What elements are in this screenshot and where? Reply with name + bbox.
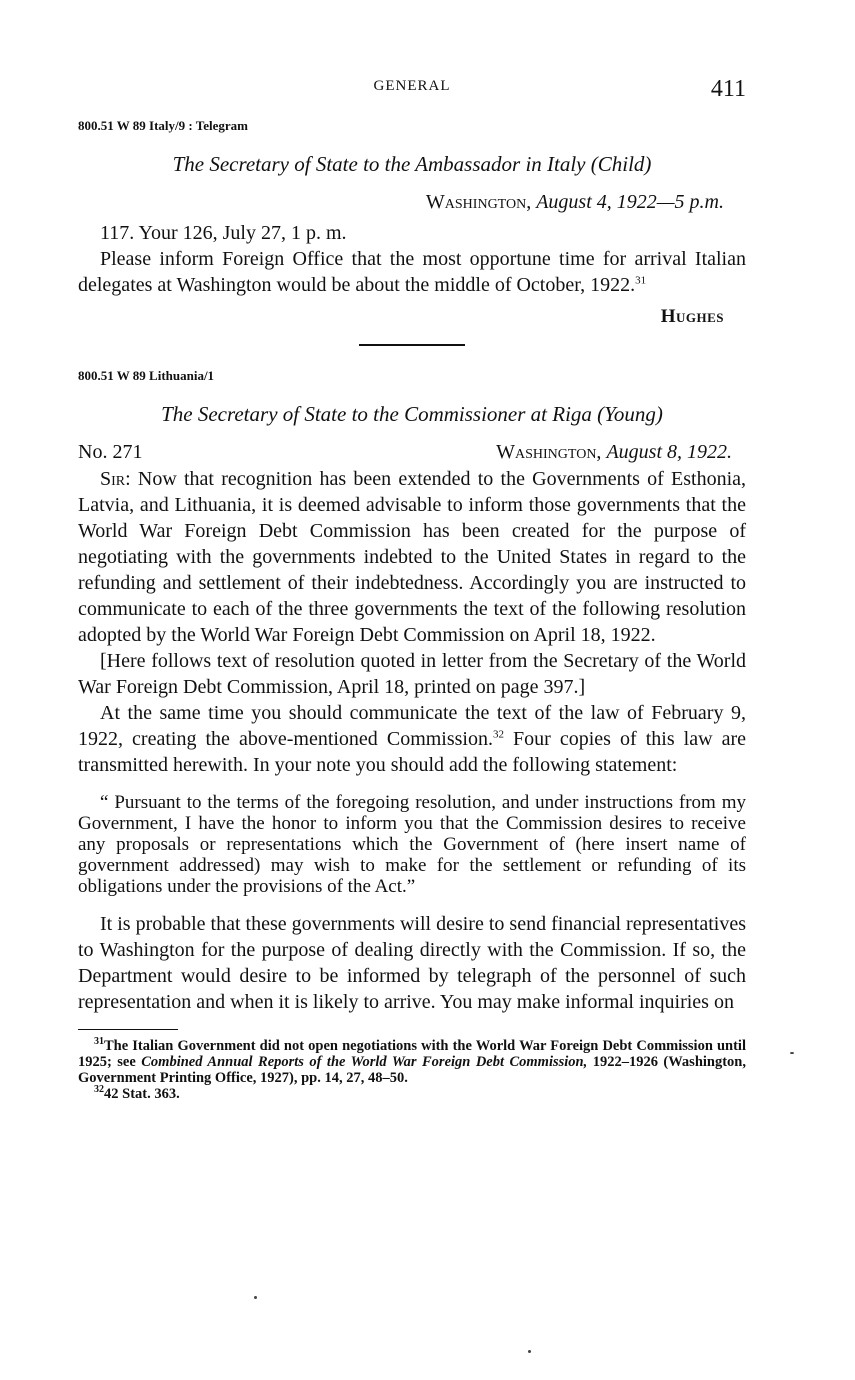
para-3-text-b: Four copies of this law are transmitted herewith. In your note you should add the following statement: (78, 728, 746, 776)
running-title: GENERAL (373, 78, 451, 94)
footnote-31-text-a: The Italian Government did not open negotiations with the World War Foreign Debt Commission until 1925; see (78, 1038, 746, 1070)
salutation: Sir (100, 468, 126, 490)
document-page (78, 70, 746, 1102)
footnote-31 (78, 1038, 746, 1086)
instruction-para-3 (78, 700, 746, 778)
instruction-number: No. 271 (78, 441, 143, 463)
section-divider (359, 344, 465, 346)
footnote-ref-31: 31 (635, 274, 647, 287)
scan-speck (790, 1052, 794, 1054)
footnote-mark: 32 (94, 1084, 104, 1096)
instruction-para-4: It is probable that these governments will desire to send financial representatives to Washington for the purpose of dealing directly with the Commission. If so, the Department would desire to be informed by telegraph of the personnel of such representation and when it is likely to arrive. You may make informal inquiries on (78, 913, 746, 1013)
footnote-mark: 31 (94, 1036, 104, 1048)
instruction-para-1 (78, 466, 746, 648)
footnote-31-title: Combined Annual Reports of the World War Foreign Debt Commission, (141, 1054, 588, 1070)
dateline-italy (78, 191, 724, 214)
dateline-place: Washington, (425, 191, 532, 213)
file-reference-italy: 800.51 W 89 Italy/9 : Telegram (78, 118, 248, 133)
scan-speck (254, 1296, 257, 1299)
footnote-32 (78, 1086, 746, 1102)
telegram-line-1: 117. Your 126, July 27, 1 p. m. (100, 222, 347, 244)
scan-speck (528, 1350, 531, 1353)
document-heading-riga: The Secretary of State to the Commissioner at Riga (Young) (161, 402, 663, 426)
telegram-text: Please inform Foreign Office that the most opportune time for arrival Italian delegates at Washington would be about the middle of October, 1922. (78, 248, 746, 296)
page-number: 411 (710, 76, 746, 102)
quoted-statement: “ Pursuant to the terms of the foregoing resolution, and under instructions from my Government, I have the honor to inform you that the Commission desires to receive any proposals or representations which the Government of (here insert name of government addressed) may wish to make for the settlement or refunding of its obligations under the provisions of the Act.” (78, 792, 746, 897)
footnote-ref-32: 32 (493, 728, 504, 741)
dateline-date: August 8, 1922. (606, 441, 732, 463)
dateline-date: August 4, 1922—5 p.m. (536, 191, 724, 213)
file-reference-lithuania: 800.51 W 89 Lithuania/1 (78, 368, 215, 383)
dateline-place: Washington, (496, 441, 602, 463)
dateline-riga (496, 441, 732, 464)
para-1-text: : Now that recognition has been extended to the Governments of Esthonia, Latvia, and Lithuania, it is deemed advisable to inform those governments that the World War Foreign Debt Commission has been created for the purpose of negotiating with the governments indebted to the United States in regard to the refunding and settlement of their indebtedness. Accordingly you are instructed to communicate to each of the three governments the text of the following resolution adopted by the World War Foreign Debt Commission on April 18, 1922. (78, 468, 746, 646)
footnote-32-text: 42 Stat. 363. (104, 1086, 180, 1102)
footnote-divider (78, 1029, 178, 1030)
instruction-para-2: [Here follows text of resolution quoted in letter from the Secretary of the World War Foreign Debt Commission, April 18, printed on page 397.] (78, 650, 746, 698)
document-heading-italy: The Secretary of State to the Ambassador in Italy (Child) (172, 152, 652, 176)
footnote-31-text-b: 1922–1926 (Washington, Government Printing Office, 1927), pp. 14, 27, 48–50. (78, 1054, 746, 1086)
running-head (78, 70, 746, 110)
telegram-body (78, 246, 746, 298)
para-3-text-a: At the same time you should communicate the text of the law of February 9, 1922, creating the above-mentioned Commission. (78, 702, 746, 750)
signature-hughes: Hughes (660, 306, 724, 327)
number-dateline-row (78, 441, 732, 464)
